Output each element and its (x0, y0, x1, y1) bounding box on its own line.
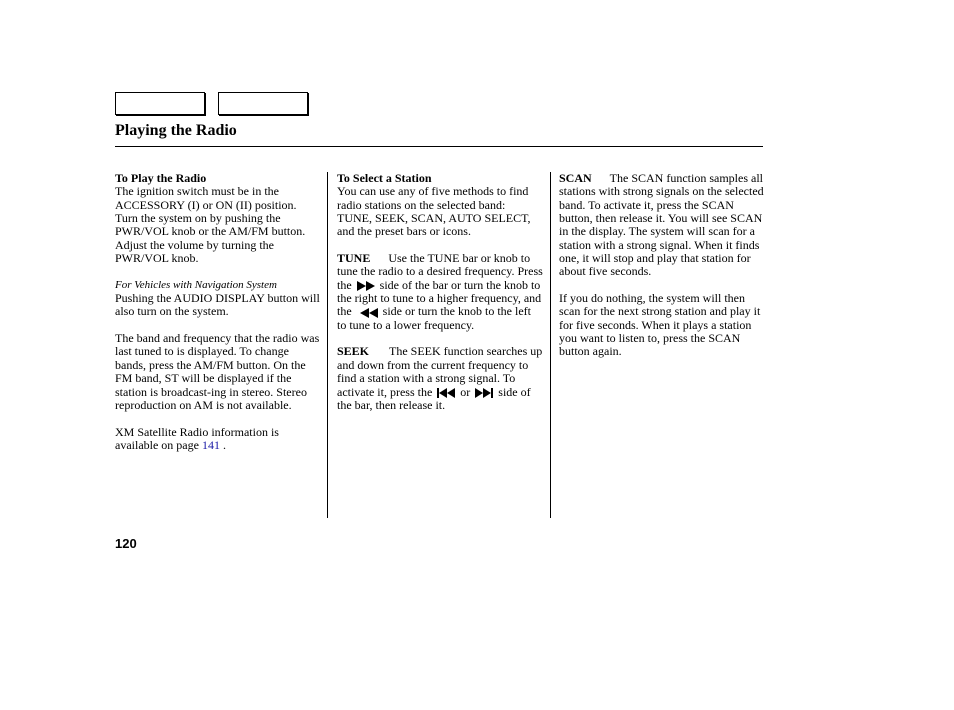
nav-tab-button-1[interactable] (115, 92, 205, 115)
skip-back-icon (437, 388, 455, 398)
tune-text-a: Use the TUNE bar or knob to tune the radio to a desired frequency. Press the (337, 251, 543, 292)
skip-forward-icon (475, 388, 493, 398)
nav-tab-button-2[interactable] (218, 92, 308, 115)
paragraph-audio-display: Pushing the AUDIO DISPLAY button will also turn on the system. (115, 291, 320, 319)
tune-text-b: side of the bar or turn the knob to the right to tune to a higher frequency, and the (337, 277, 542, 319)
seek-text-a: The SEEK function searches up and down from the current frequency to find a station with a strong signal. To activate it, press the (337, 344, 543, 399)
column-divider-1 (327, 172, 328, 518)
seek-or: or (460, 384, 471, 399)
paragraph-band-frequency: The band and frequency that the radio was last tuned to is displayed. To change bands, press the AM/FM button. On the FM band, ST will be displayed if the station is broadcast-ing in stereo. Stereo reproduction on AM is not available. (115, 331, 320, 412)
paragraph-xm-info (115, 426, 320, 453)
column-play-radio (115, 172, 320, 452)
paragraph-tune (337, 252, 543, 332)
column-divider-2 (550, 172, 551, 518)
navigation-note: For Vehicles with Navigation System (115, 278, 277, 291)
title-divider (115, 146, 763, 147)
fast-forward-icon (357, 281, 375, 291)
term-scan: SCAN (559, 171, 592, 185)
rewind-icon (360, 308, 378, 318)
scan-text: The SCAN function samples all stations with strong signals on the selected band. To activate it, press the SCAN button, then release it. You will see SCAN in the display. The system will scan for a station with a strong signal. When it finds one, it will stop and play that station for about five seconds. (559, 171, 764, 279)
term-seek: SEEK (337, 344, 370, 359)
seek-text-b: side of the bar, then release it. (337, 384, 531, 412)
paragraph-seek (337, 345, 543, 412)
paragraph-scan-again: If you do nothing, the system will then scan for the next strong station and play it for five seconds. When it plays a station you want to listen to, press the SCAN button again. (559, 291, 761, 359)
column-scan (559, 172, 765, 359)
xm-info-text: XM Satellite Radio information is available on page (115, 424, 279, 452)
section-heading-select-station: To Select a Station (337, 171, 432, 185)
tune-text-c: side or turn the knob to the left to tune to a lower frequency. (337, 304, 531, 332)
paragraph-ignition: The ignition switch must be in the ACCESSORY (I) or ON (II) position. Turn the system on by pushing the PWR/VOL knob or the AM/FM button. Adjust the volume by turning the PWR/VOL knob. (115, 184, 306, 266)
paragraph-methods: You can use any of five methods to find radio stations on the selected band: TUNE, SEEK, SCAN, AUTO SELECT, and the preset bars or icons. (337, 184, 531, 239)
page-number: 120 (115, 536, 137, 551)
page-link-141[interactable]: 141 (201, 437, 220, 452)
xm-info-end: . (222, 437, 226, 452)
column-select-station (337, 172, 543, 412)
section-heading-play-radio: To Play the Radio (115, 171, 207, 185)
paragraph-scan (559, 172, 765, 279)
term-tune: TUNE (337, 251, 371, 266)
page-title: Playing the Radio (115, 122, 237, 139)
